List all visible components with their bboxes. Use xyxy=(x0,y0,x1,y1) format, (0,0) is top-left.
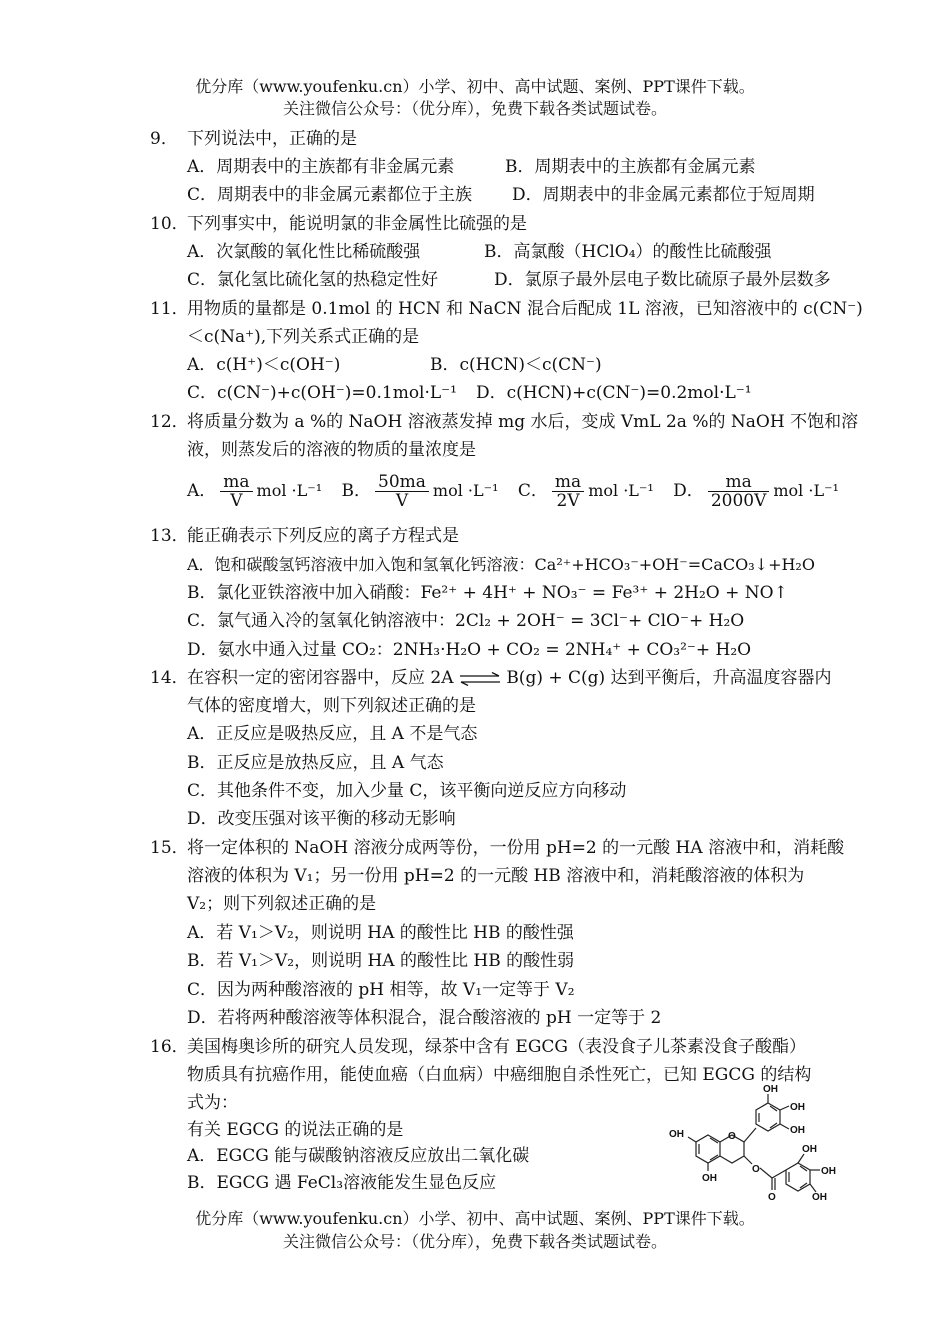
q12-d-denominator: 2000V xyxy=(710,491,767,511)
q12-option-d-fraction xyxy=(708,473,770,510)
q12-a-numerator: ma xyxy=(220,473,252,492)
q12-stem-line2: 液，则蒸发后的溶液的物质的量浓度是 xyxy=(187,440,476,460)
q11-option-b: B．c(HCN)＜c(CN⁻) xyxy=(430,355,602,375)
q9-option-c: C．周期表中的非金属元素都位于主族 xyxy=(187,185,473,205)
q10-option-c: C．氯化氢比硫化氢的热稳定性好 xyxy=(187,270,439,290)
q15-option-b: B．若 V₁＞V₂，则说明 HA 的酸性比 HB 的酸性弱 xyxy=(187,951,575,971)
q12-d-unit: mol ·L⁻¹ xyxy=(773,481,839,500)
q11-number: 11． xyxy=(150,299,189,319)
q16-option-b: B．EGCG 遇 FeCl₃溶液能发生显色反应 xyxy=(187,1173,497,1193)
q14-option-d: D．改变压强对该平衡的移动无影响 xyxy=(187,809,456,829)
q15-number: 15． xyxy=(150,838,189,858)
q11-option-d: D．c(HCN)+c(CN⁻)=0.2mol·L⁻¹ xyxy=(476,383,752,403)
q12-c-denominator: 2V xyxy=(556,491,580,511)
egcg-oh-4: OH xyxy=(669,1129,684,1140)
q9-option-b: B．周期表中的主族都有金属元素 xyxy=(505,157,756,177)
q12-options-row xyxy=(187,470,839,512)
q11-option-a: A．c(H⁺)＜c(OH⁻) xyxy=(187,355,341,375)
q15-stem-line3: V₂；则下列叙述正确的是 xyxy=(187,894,377,914)
q16-stem-line1: 美国梅奥诊所的研究人员发现，绿茶中含有 EGCG（表没食子儿茶素没食子酸酯） xyxy=(187,1037,806,1057)
q15-stem-line2: 溶液的体积为 V₁；另一份用 pH=2 的一元酸 HB 溶液中和，消耗酸溶液的体积为 xyxy=(187,866,805,886)
q9-stem: 下列说法中，正确的是 xyxy=(187,129,357,149)
q10-option-d: D．氯原子最外层电子数比硫原子最外层数多 xyxy=(494,270,831,290)
q10-stem: 下列事实中，能说明氯的非金属性比硫强的是 xyxy=(187,214,527,234)
q11-option-c: C．c(CN⁻)+c(OH⁻)=0.1mol·L⁻¹ xyxy=(187,383,457,403)
q13-option-d: D．氨水中通入过量 CO₂：2NH₃·H₂O + CO₂ = 2NH₄⁺ + CO₃²⁻+ H₂O xyxy=(187,640,752,660)
q9-option-d: D．周期表中的非金属元素都位于短周期 xyxy=(512,185,815,205)
page-header-line1: 优分库（www.youfenku.cn）小学、初中、高中试题、案例、PPT课件下载。 xyxy=(195,77,755,96)
q12-b-numerator: 50ma xyxy=(375,473,429,492)
q10-option-a: A．次氯酸的氧化性比稀硫酸强 xyxy=(187,242,421,262)
q14-number: 14． xyxy=(150,668,189,688)
q16-stem-line4: 有关 EGCG 的说法正确的是 xyxy=(187,1120,404,1140)
q12-c-unit: mol ·L⁻¹ xyxy=(588,481,654,500)
q13-option-b: B．氯化亚铁溶液中加入硝酸：Fe²⁺ + 4H⁺ + NO₃⁻ = Fe³⁺ + 2H₂O + NO↑ xyxy=(187,583,788,603)
egcg-ring-oxygen: O xyxy=(728,1131,736,1142)
q15-option-d: D．若将两种酸溶液等体积混合，混合酸溶液的 pH 一定等于 2 xyxy=(187,1008,662,1028)
egcg-oh-8: OH xyxy=(812,1192,827,1200)
q14-stem-part1: 在容积一定的密闭容器中，反应 2A xyxy=(187,668,454,688)
egcg-oh-6: OH xyxy=(802,1144,817,1155)
egcg-oh-1: OH xyxy=(763,1084,778,1095)
q13-number: 13． xyxy=(150,526,189,546)
q14-option-a: A．正反应是吸热反应，且 A 不是气态 xyxy=(187,724,478,744)
q12-option-d-label: D． xyxy=(673,481,704,501)
q12-a-unit: mol ·L⁻¹ xyxy=(256,481,323,500)
q12-option-a-fraction xyxy=(220,473,252,510)
page-header-line2: 关注微信公众号：（优分库），免费下载各类试题试卷。 xyxy=(282,99,667,118)
egcg-oh-5: OH xyxy=(702,1173,717,1184)
q10-number: 10． xyxy=(150,214,189,234)
q14-stem-line1 xyxy=(187,665,832,691)
page-footer-line2: 关注微信公众号：（优分库），免费下载各类试题试卷。 xyxy=(282,1232,667,1251)
q16-option-a: A．EGCG 能与碳酸钠溶液反应放出二氧化碳 xyxy=(187,1146,530,1166)
egcg-oh-7: OH xyxy=(821,1166,836,1177)
q9-option-a: A．周期表中的主族都有非金属元素 xyxy=(187,157,455,177)
q12-number: 12． xyxy=(150,412,189,432)
q12-d-numerator: ma xyxy=(708,473,770,492)
q12-stem-line1: 将质量分数为 a %的 NaOH 溶液蒸发掉 mg 水后，变成 VmL 2a %的 NaOH 不饱和溶 xyxy=(187,412,859,432)
q16-number: 16． xyxy=(150,1037,189,1057)
q14-option-b: B．正反应是放热反应，且 A 气态 xyxy=(187,753,444,773)
q15-option-c: C．因为两种酸溶液的 pH 相等，故 V₁一定等于 V₂ xyxy=(187,980,575,1000)
q13-option-c: C．氯气通入冷的氢氧化钠溶液中：2Cl₂ + 2OH⁻ = 3Cl⁻+ ClO⁻+ H₂O xyxy=(187,611,745,631)
q14-stem-part2: B(g) + C(g) 达到平衡后，升高温度容器内 xyxy=(506,668,832,688)
egcg-structure-diagram xyxy=(664,1082,884,1200)
page-footer-line1: 优分库（www.youfenku.cn）小学、初中、高中试题、案例、PPT课件下载。 xyxy=(195,1209,755,1228)
q12-option-b-label: B． xyxy=(341,481,372,501)
q16-stem-line3: 式为： xyxy=(187,1093,238,1113)
q12-b-unit: mol ·L⁻¹ xyxy=(432,481,499,500)
equilibrium-arrows-icon xyxy=(459,672,501,686)
q12-a-denominator: V xyxy=(230,491,243,511)
egcg-oh-2: OH xyxy=(790,1102,805,1113)
q12-b-denominator: V xyxy=(395,491,409,511)
egcg-labels xyxy=(669,1084,836,1200)
q10-option-b: B．高氯酸（HClO₄）的酸性比硫酸强 xyxy=(484,242,772,262)
q12-c-numerator: ma xyxy=(552,473,584,492)
q9-number: 9． xyxy=(150,129,178,149)
q11-stem-line1: 用物质的量都是 0.1mol 的 HCN 和 NaCN 混合后配成 1L 溶液，已知溶液中的 c(CN⁻) xyxy=(187,299,863,319)
q11-stem-line2: ＜c(Na⁺),下列关系式正确的是 xyxy=(187,327,420,347)
q14-option-c: C．其他条件不变，加入少量 C，该平衡向逆反应方向移动 xyxy=(187,781,627,801)
q13-option-a: A．饱和碳酸氢钙溶液中加入饱和氢氧化钙溶液：Ca²⁺+HCO₃⁻+OH⁻=CaCO₃↓+H₂O xyxy=(187,555,815,574)
egcg-ester-oxygen: O xyxy=(752,1164,760,1175)
q15-option-a: A．若 V₁＞V₂，则说明 HA 的酸性比 HB 的酸性强 xyxy=(187,923,574,943)
egcg-carbonyl-oxygen: O xyxy=(768,1192,776,1200)
q13-stem: 能正确表示下列反应的离子方程式是 xyxy=(187,526,459,546)
q16-stem-line2: 物质具有抗癌作用，能使血癌（白血病）中癌细胞自杀性死亡，已知 EGCG 的结构 xyxy=(187,1065,812,1085)
q12-option-c-label: C． xyxy=(517,481,548,501)
q12-option-b-fraction xyxy=(375,473,429,510)
q12-option-a-label: A． xyxy=(187,481,217,501)
q12-option-c-fraction xyxy=(552,473,584,510)
egcg-oh-3: OH xyxy=(790,1125,805,1136)
q15-stem-line1: 将一定体积的 NaOH 溶液分成两等份，一份用 pH=2 的一元酸 HA 溶液中和，消耗酸 xyxy=(187,838,845,858)
q14-stem-line2: 气体的密度增大，则下列叙述正确的是 xyxy=(187,696,476,716)
